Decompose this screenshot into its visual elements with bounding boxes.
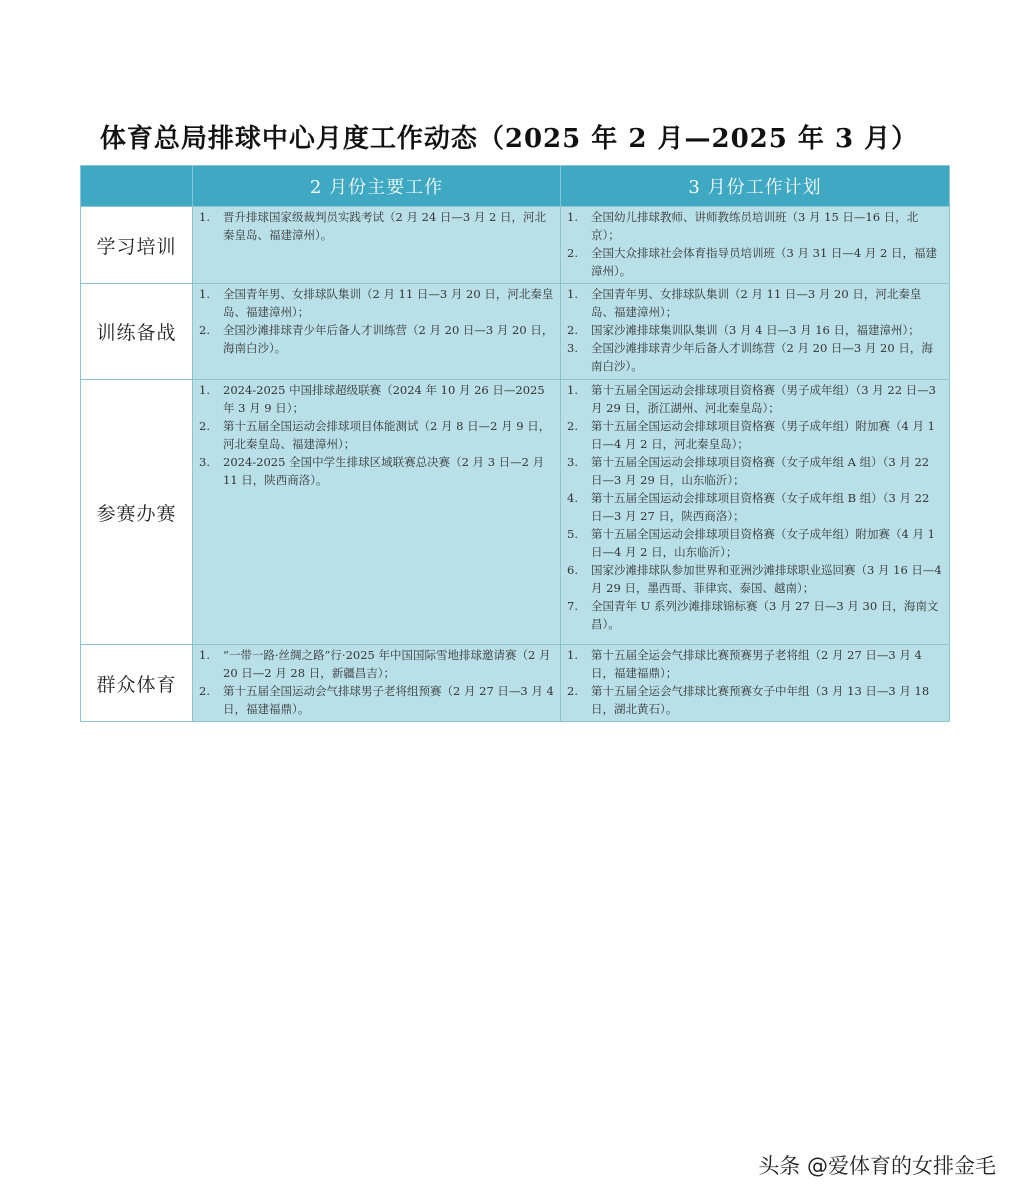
row-category: 群众体育 bbox=[81, 645, 193, 722]
list-item: 1. 第十五届全国运动会排球项目资格赛（男子成年组）（3 月 22 日—3 月 29 日，浙江湖州、河北秦皇岛）； bbox=[567, 383, 936, 415]
list-item: 3. 第十五届全国运动会排球项目资格赛（女子成年组 A 组）（3 月 22 日—3 月 29 日，山东临沂）； bbox=[567, 455, 930, 487]
row-category: 训练备战 bbox=[81, 284, 193, 380]
watermark: 头条 @爱体育的女排金毛 bbox=[758, 1154, 996, 1178]
mar-cell bbox=[561, 284, 950, 380]
list-item: 6. 国家沙滩排球队参加世界和亚洲沙滩排球职业巡回赛（3 月 16 日—4 月 29 日，墨西哥、菲律宾、泰国、越南）； bbox=[567, 563, 942, 595]
list-item: 1. 全国幼儿排球教师、讲师教练员培训班（3 月 15 日—16 日，北京）； bbox=[567, 210, 919, 242]
list-item: 4. 第十五届全国运动会排球项目资格赛（女子成年组 B 组）（3 月 22 日—3 月 27 日，陕西商洛）； bbox=[567, 491, 930, 523]
page-title: 体育总局排球中心月度工作动态（2025 年 2 月—2025 年 3 月） bbox=[99, 124, 919, 154]
table-row bbox=[81, 645, 950, 722]
table-row bbox=[81, 284, 950, 380]
header-category bbox=[81, 166, 193, 207]
list-item: 2. 第十五届全国运动会排球项目资格赛（男子成年组）附加赛（4 月 1 日—4 月 2 日，河北秦皇岛）； bbox=[567, 419, 935, 451]
list-item: 1. 晋升排球国家级裁判员实践考试（2 月 24 日—3 月 2 日，河北秦皇岛、福建漳州）。 bbox=[199, 210, 547, 242]
list-item: 1. 第十五届全运会气排球比赛预赛男子老将组（2 月 27 日—3 月 4 日，福建福鼎）； bbox=[567, 648, 922, 680]
list-item: 2. 第十五届全运会气排球比赛预赛女子中年组（3 月 13 日—3 月 18 日，湖北黄石）。 bbox=[567, 684, 930, 716]
feb-cell bbox=[193, 207, 561, 284]
list-item: 2. 全国沙滩排球青少年后备人才训练营（2 月 20 日—3 月 20 日，海南白沙）。 bbox=[199, 323, 554, 355]
list-item: 3. 全国沙滩排球青少年后备人才训练营（2 月 20 日—3 月 20 日，海南白沙）。 bbox=[567, 341, 933, 373]
list-item: 1. 全国青年男、女排球队集训（2 月 11 日—3 月 20 日，河北秦皇岛、福建漳州）； bbox=[199, 287, 554, 319]
feb-cell bbox=[193, 645, 561, 722]
feb-cell bbox=[193, 284, 561, 380]
list-item: 2. 全国大众排球社会体育指导员培训班（3 月 31 日—4 月 2 日，福建漳州）。 bbox=[567, 246, 938, 278]
list-item: 2. 第十五届全国运动会排球项目体能测试（2 月 8 日—2 月 9 日，河北秦皇岛、福建漳州）； bbox=[199, 419, 551, 451]
header-mar: 3 月份工作计划 bbox=[561, 166, 950, 207]
table-header-row bbox=[81, 166, 950, 207]
list-item: 1. “一带一路·丝绸之路”行·2025 年中国国际雪地排球邀请赛（2 月 20 日—2 月 28 日，新疆昌吉）； bbox=[199, 648, 551, 680]
mar-cell bbox=[561, 207, 950, 284]
row-category: 参赛办赛 bbox=[81, 380, 193, 645]
table-row bbox=[81, 207, 950, 284]
feb-cell bbox=[193, 380, 561, 645]
list-item: 1. 全国青年男、女排球队集训（2 月 11 日—3 月 20 日，河北秦皇岛、福建漳州）； bbox=[567, 287, 922, 319]
mar-cell bbox=[561, 645, 950, 722]
mar-cell bbox=[561, 380, 950, 645]
work-table bbox=[80, 165, 950, 722]
row-category: 学习培训 bbox=[81, 207, 193, 284]
list-item: 7. 全国青年 U 系列沙滩排球锦标赛（3 月 27 日—3 月 30 日，海南文昌）。 bbox=[567, 599, 939, 631]
list-item: 2. 第十五届全国运动会气排球男子老将组预赛（2 月 27 日—3 月 4 日，福建福鼎）。 bbox=[199, 684, 554, 716]
table-row bbox=[81, 380, 950, 645]
list-item: 3. 2024-2025 全国中学生排球区域联赛总决赛（2 月 3 日—2 月 11 日，陕西商洛）。 bbox=[199, 455, 545, 487]
list-item: 2. 国家沙滩排球集训队集训（3 月 4 日—3 月 16 日，福建漳州）； bbox=[567, 323, 920, 337]
list-item: 1. 2024-2025 中国排球超级联赛（2024 年 10 月 26 日—2025 年 3 月 9 日）； bbox=[199, 383, 545, 415]
list-item: 5. 第十五届全国运动会排球项目资格赛（女子成年组）附加赛（4 月 1 日—4 月 2 日，山东临沂）； bbox=[567, 527, 935, 559]
header-feb: 2 月份主要工作 bbox=[193, 166, 561, 207]
